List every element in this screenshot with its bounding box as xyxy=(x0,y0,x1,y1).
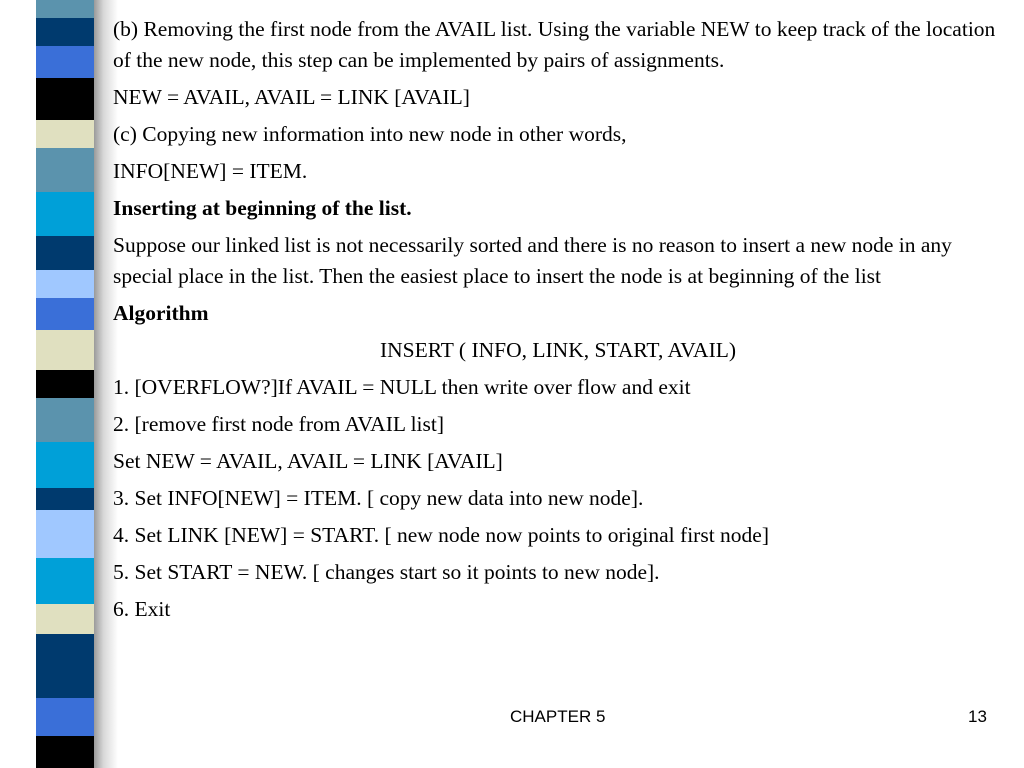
stripe xyxy=(36,120,94,148)
stripe xyxy=(36,78,94,120)
assignment-line: NEW = AVAIL, AVAIL = LINK [AVAIL] xyxy=(113,85,470,109)
stripe xyxy=(36,0,94,18)
footer-chapter: CHAPTER 5 xyxy=(510,707,606,726)
algorithm-signature: INSERT ( INFO, LINK, START, AVAIL) xyxy=(379,338,737,362)
stripe xyxy=(36,698,94,736)
stripe xyxy=(36,510,94,558)
stripe xyxy=(36,192,94,236)
decorative-stripe-bar xyxy=(0,0,118,768)
info-assignment-line: INFO[NEW] = ITEM. xyxy=(113,159,308,183)
stripe xyxy=(36,558,94,604)
algorithm-step-2: 2. [remove first node from AVAIL list] xyxy=(113,412,445,436)
stripe xyxy=(36,270,94,298)
stripe xyxy=(36,442,94,488)
algorithm-step-3: 3. Set INFO[NEW] = ITEM. [ copy new data into new node]. xyxy=(113,486,644,510)
paragraph-removing-first-node: (b) Removing the first node from the AVAIL list. Using the variable NEW to keep track of the location of the new node, this step can be implemented by pairs of assignments. xyxy=(113,17,996,72)
stripe xyxy=(36,236,94,270)
stripe xyxy=(36,736,94,768)
stripe xyxy=(36,46,94,78)
stripe xyxy=(36,148,94,192)
stripe xyxy=(36,18,94,46)
algorithm-step-5: 5. Set START = NEW. [ changes start so it points to new node]. xyxy=(113,560,660,584)
stripe xyxy=(36,488,94,510)
algorithm-step-4: 4. Set LINK [NEW] = START. [ new node now points to original first node] xyxy=(113,523,769,547)
page-number: 13 xyxy=(968,707,987,726)
stripe xyxy=(36,298,94,330)
algorithm-step-1: 1. [OVERFLOW?]If AVAIL = NULL then write over flow and exit xyxy=(113,375,691,399)
algorithm-step-6: 6. Exit xyxy=(113,597,171,621)
paragraph-copying-info: (c) Copying new information into new node in other words, xyxy=(113,122,627,146)
stripe xyxy=(36,634,94,698)
stripe xyxy=(36,604,94,634)
stripe xyxy=(36,398,94,442)
algorithm-step-2-detail: Set NEW = AVAIL, AVAIL = LINK [AVAIL] xyxy=(113,449,503,473)
section-heading: Inserting at beginning of the list. xyxy=(113,196,412,220)
stripe xyxy=(36,370,94,398)
slide-body xyxy=(113,14,1003,631)
paragraph-suppose: Suppose our linked list is not necessarily sorted and there is no reason to insert a new node in any special place in the list. Then the easiest place to insert the node is at beginning of the list xyxy=(113,233,952,288)
algorithm-heading: Algorithm xyxy=(113,301,209,325)
stripe-margin xyxy=(0,0,36,768)
stripe xyxy=(36,330,94,370)
